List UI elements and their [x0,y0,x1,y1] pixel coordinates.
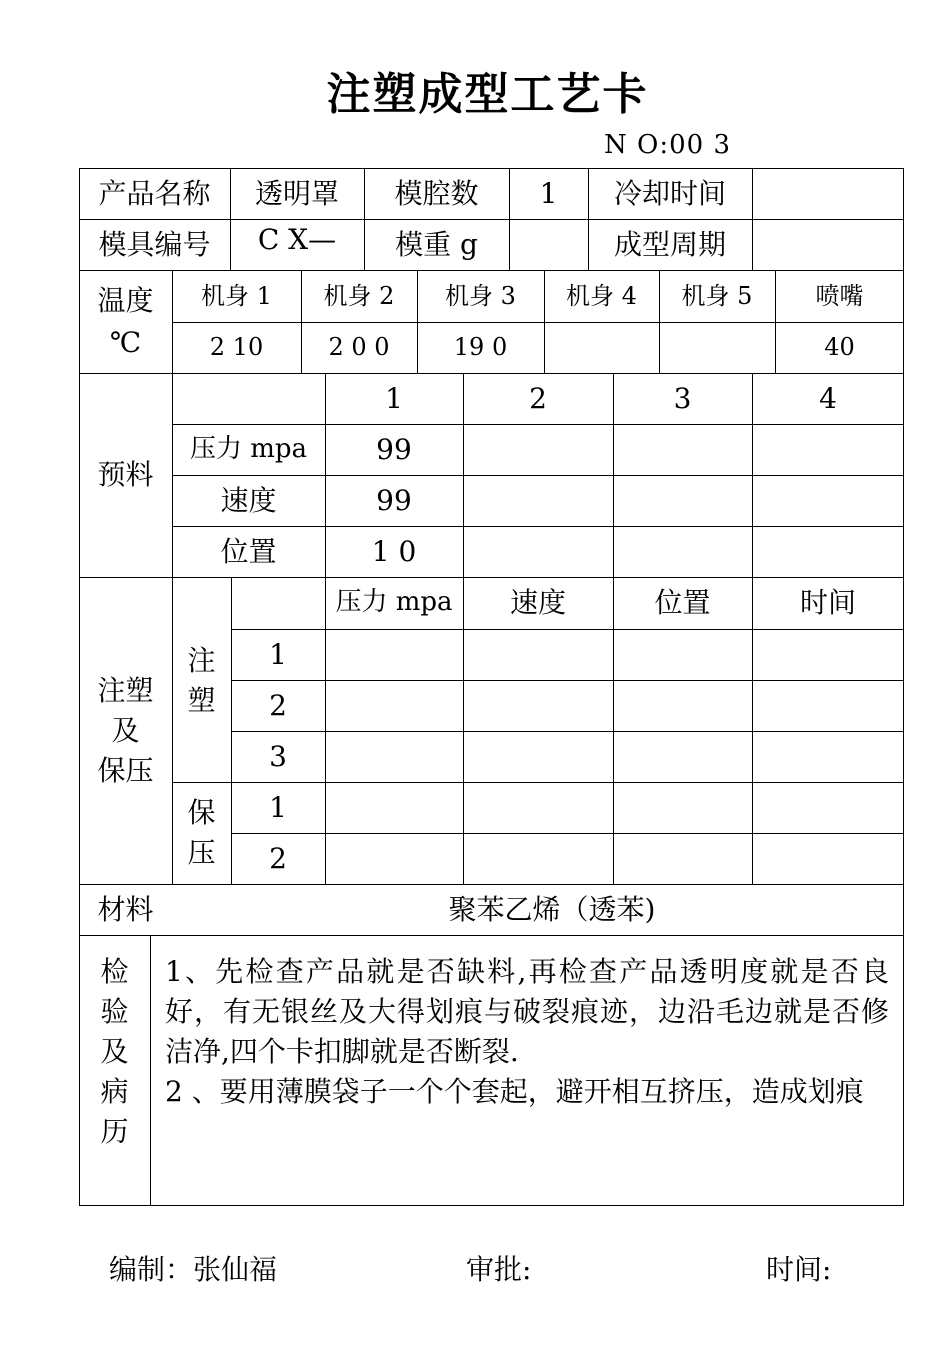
temp-header-2: 机身 2 [323,281,395,310]
preload-pressure-3 [613,424,752,475]
temperature-label: 温度 ℃ [97,283,154,359]
holding-stage-2: 2 [269,841,287,875]
mold-weight-label: 模重 g [395,227,478,261]
temp-header-nozzle: 喷嘴 [815,281,864,310]
injection-stage-2: 2 [269,688,287,722]
product-name-label: 产品名称 [98,176,211,210]
preload-label: 预料 [97,458,154,492]
preload-position-3 [613,526,752,577]
product-name-value: 透明罩 [254,176,339,210]
inspection-note-1: 1、先检查产品就是否缺料,再检查产品透明度就是否良好，有无银丝及大得划痕与破裂痕迹，边沿毛边就是否修洁净,四个卡扣脚就是否断裂. [165,955,889,1068]
preload-stage-4: 4 [819,381,837,415]
temp-header-5: 机身 5 [681,281,753,310]
preload-position-1: 1 0 [371,534,417,568]
preload-pressure-2 [463,424,613,475]
cooling-time-value [752,168,904,219]
injection-holding-label: 注塑 及 保压 [97,673,154,787]
date-field: 时间: [766,1253,832,1286]
cycle-time-label: 成型周期 [613,227,726,261]
preload-speed-3 [613,475,752,526]
preload-pressure-1: 99 [376,432,412,466]
mold-number-value: C X— [257,223,337,256]
mold-number-label: 模具编号 [98,227,211,261]
preload-speed-2 [463,475,613,526]
prepared-by: 编制：张仙福 [109,1253,278,1286]
holding-group-label: 保 压 [187,796,216,869]
material-label: 材料 [97,892,154,926]
inspection-label: 检 验 及 病 历 [100,955,129,1148]
injection-group-label: 注 塑 [187,644,216,717]
temp-header-1: 机身 1 [201,281,272,310]
material-value: 聚苯乙烯（透苯) [448,892,656,926]
temp-value-2: 2 0 0 [328,333,390,362]
document-title: 注塑成型工艺卡 [326,69,649,120]
preload-stage-1: 1 [385,381,403,415]
temp-value-5 [659,322,775,373]
preload-stage-3: 3 [673,381,692,415]
temp-header-3: 机身 3 [445,281,516,310]
injection-stage-3: 3 [269,739,287,773]
temp-header-4: 机身 4 [566,281,637,310]
preload-stage-2: 2 [529,381,547,415]
column-time: 时间 [799,586,856,620]
column-pressure: 压力 mpa [335,587,453,618]
preload-pressure-label: 压力 mpa [189,433,308,464]
inspection-notes [165,952,889,1112]
injection-stage-1: 1 [269,637,287,671]
preload-position-2 [463,526,613,577]
cavity-label: 模腔数 [394,176,479,210]
inspection-note-2: 2 、要用薄膜袋子一个个套起，避开相互挤压，造成划痕 [165,1075,864,1108]
document-number: N O:00 3 [604,130,731,160]
holding-stage-1: 1 [269,790,287,824]
temp-value-4 [544,322,659,373]
cavity-value: 1 [539,176,558,210]
temp-value-1: 2 10 [209,333,264,362]
approved-by: 审批: [466,1253,532,1286]
preload-speed-4 [752,475,904,526]
preload-speed-label: 速度 [220,483,277,517]
temp-value-3: 19 0 [453,333,508,362]
column-speed: 速度 [509,586,566,620]
cycle-time-value [752,219,904,270]
temp-value-nozzle: 40 [824,333,855,362]
cooling-time-label: 冷却时间 [613,176,726,210]
preload-position-label: 位置 [220,534,277,568]
preload-position-4 [752,526,904,577]
preload-speed-1: 99 [376,483,412,517]
column-position: 位置 [654,586,711,620]
preload-pressure-4 [752,424,904,475]
mold-weight-value [509,219,588,270]
